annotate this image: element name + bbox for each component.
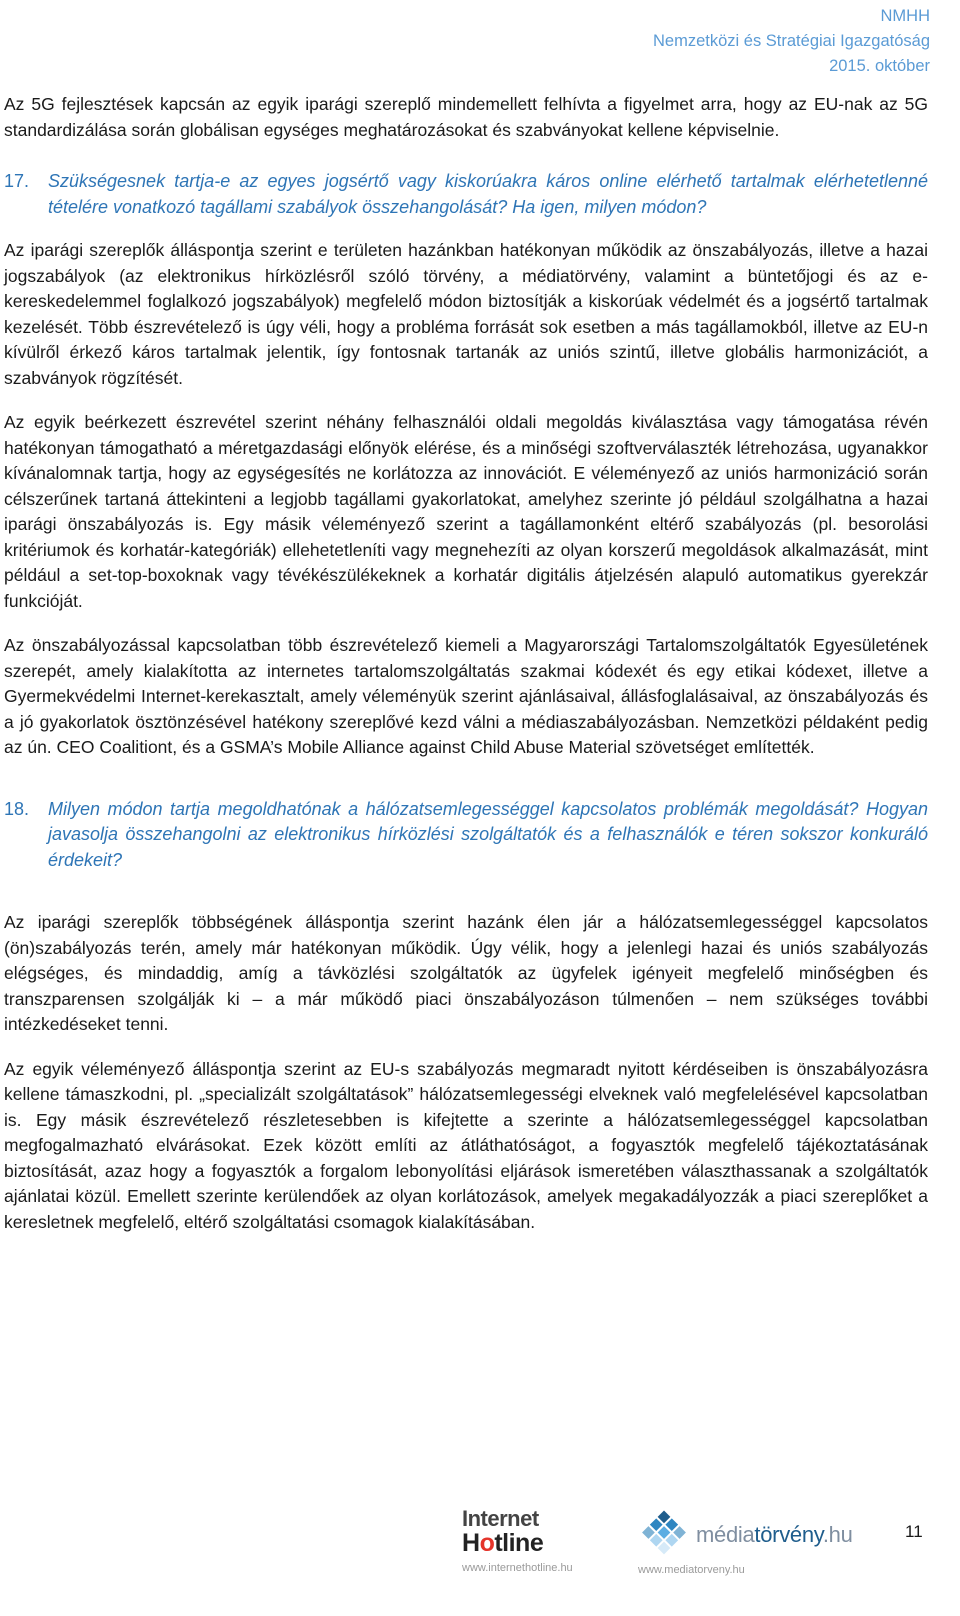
header-date: 2015. október xyxy=(829,57,930,75)
paragraph-net-neutrality-2: Az egyik véleményező álláspontja szerint az EU-s szabályozás megmaradt nyitott kérdéseiben is önszabályozásra kellene támaszkodni, pl. „specializált szolgáltatások” hálózatsemlegességi elveknek való megfelelésével kapcsolatban is. Egy másik észrevételező részletesebben is kifejtette a szerinte a hálózatsemlegességgel kapcsolatban megfogalmazható elvárásokat. Ezek között említi az átláthatóságot, a fogyasztók megfelelő tájékoztatásának biztosítását, azaz hogy a fogyasztók a forgalom lebonyolítási eljárások ismeretében választhassanak a szolgáltatók ajánlatai közül. Emellett szerinte kerülendőek az olyan korlátozások, amelyek megakadályozzák a piaci szereplőket a keresletnek megfelelő, eltérő szolgáltatási csomagok kialakításában. xyxy=(4,1058,928,1232)
internet-hotline-logo: Internet Hotline www.internethotline.hu xyxy=(462,1508,612,1574)
diamond-grid-icon xyxy=(634,1508,694,1564)
mediatorveny-url: www.mediatorveny.hu xyxy=(638,1564,745,1576)
paragraph-harmonization: Az egyik beérkezett észrevétel szerint néhány felhasználói oldali megoldás kiválasztása vagy támogatása révén hatékonyan támogatható a méretgazdasági előnyök elérése, és a minőségi szoftverválaszték létrehozása, ugyanakkor kívánalomnak tartja, hogy az egységesítés ne korlátozza az innovációt. E véleményező az uniós harmonizáció során célszerűnek tartaná áttekinteni a legjobb tagállami gyakorlatokat, amelyhez szerinte jó például szolgálhatna a hazai iparági önszabályozás is. Egy másik véleményező szerint a tagállamonként eltérő szabályozás (pl. besorolási kritériumok és korhatár-kategóriák) ellehetetleníti vagy megnehezíti az olyan korszerű megoldások alkalmazását, mint például a set-top-boxoknak vagy tévékészülékeknek a korhatár digitális átjelzésén alapuló automatikus gyerekzár funkcióját. xyxy=(4,412,928,611)
paragraph-content-providers: Az önszabályozással kapcsolatban több észrevételező kiemeli a Magyarországi Tartalomszolgáltatók Egyesületének szerepét, amely kialakította az internetes tartalomszolgáltatás szakmai kódexét és egy etikai kódexet, illetve a Gyermekvédelmi Internet-kerekasztalt, amely véleményük szerint ajánlásaival, állásfoglalásaival, az önszabályozás és a jó gyakorlatok ösztönzésével hatékony szereplővé kezd válni a médiaszabályozásban. Nemzetközi példaként pedig az ún. CEO Coalitiont, és a GSMA’s Mobile Alliance against Child Abuse Material szövetséget említették. xyxy=(4,635,928,757)
document-body xyxy=(4,92,928,1235)
paragraph-self-regulation: Az iparági szereplők álláspontja szerint e területen hazánkban hatékonyan működik az önszabályozás, illetve a hazai jogszabályok (az elektronikus hírközlésről szóló törvény, a médiatörvény, valamint a büntetőjogi és az e-kereskedelemmel foglalkozó jogszabályok) megfelelő módon biztosítják a kiskorúak védelmét és a jogsértő tartalmak kezelését. Több észrevételező is úgy véli, hogy a probléma forrását sok esetben a más tagállamokból, illetve az EU-n kívülről érkező káros tartalmak jelentik, így fontosnak tartanák az uniós szintű, illetve globális harmonizációt, a szabványok rögzítését. xyxy=(4,240,928,388)
hotline-url: www.internethotline.hu xyxy=(462,1562,573,1574)
header-org: NMHH xyxy=(880,7,930,25)
question-18 xyxy=(4,797,928,874)
question-number: 18. xyxy=(4,798,30,819)
footer: Internet Hotline www.internethotline.hu médiatörvény.hu www.mediatorveny.hu xyxy=(462,1506,853,1576)
header-dept: Nemzetközi és Stratégiai Igazgatóság xyxy=(653,32,930,50)
page-number: 11 xyxy=(905,1522,923,1541)
paragraph-5g: Az 5G fejlesztések kapcsán az egyik iparági szereplő mindemellett felhívta a figyelmet arra, hogy az EU-nak az 5G standardizálása során globálisan egységes meghatározásokat és szabványokat kellene képviselnie. xyxy=(4,94,928,140)
question-number: 17. xyxy=(4,171,30,191)
question-text: Szükségesnek tartja-e az egyes jogsértő vagy kiskorúakra káros online elérhető tartalmak elérhetetlenné tételére vonatkozó tagállami szabályok összehangolását? Ha igen, milyen módon? xyxy=(48,171,928,217)
question-17 xyxy=(4,169,928,220)
question-text: Milyen módon tartja megoldhatónak a hálózatsemlegességgel kapcsolatos problémák megoldását? Hogyan javasolja összehangolni az elektronikus hírközlési szolgáltatók és a felhasználók e téren sokszor konkuráló érdekeit? xyxy=(48,798,928,870)
paragraph-net-neutrality: Az iparági szereplők többségének álláspontja szerint hazánk élen jár a hálózatsemlegességgel kapcsolatos (ön)szabályozás terén, amely már hatékonyan működik. Úgy vélik, hogy a jelenlegi hazai és uniós szabályozás elégséges, és mindaddig, amíg a távközlési szolgáltatók az ügyfelek igényeit megfelelő minőségben és transzparensen szolgálják ki – a már működő piaci önszabályozáson túlmenően – nem szükséges további intézkedéseket tenni. xyxy=(4,912,928,1034)
page-header xyxy=(653,4,930,79)
